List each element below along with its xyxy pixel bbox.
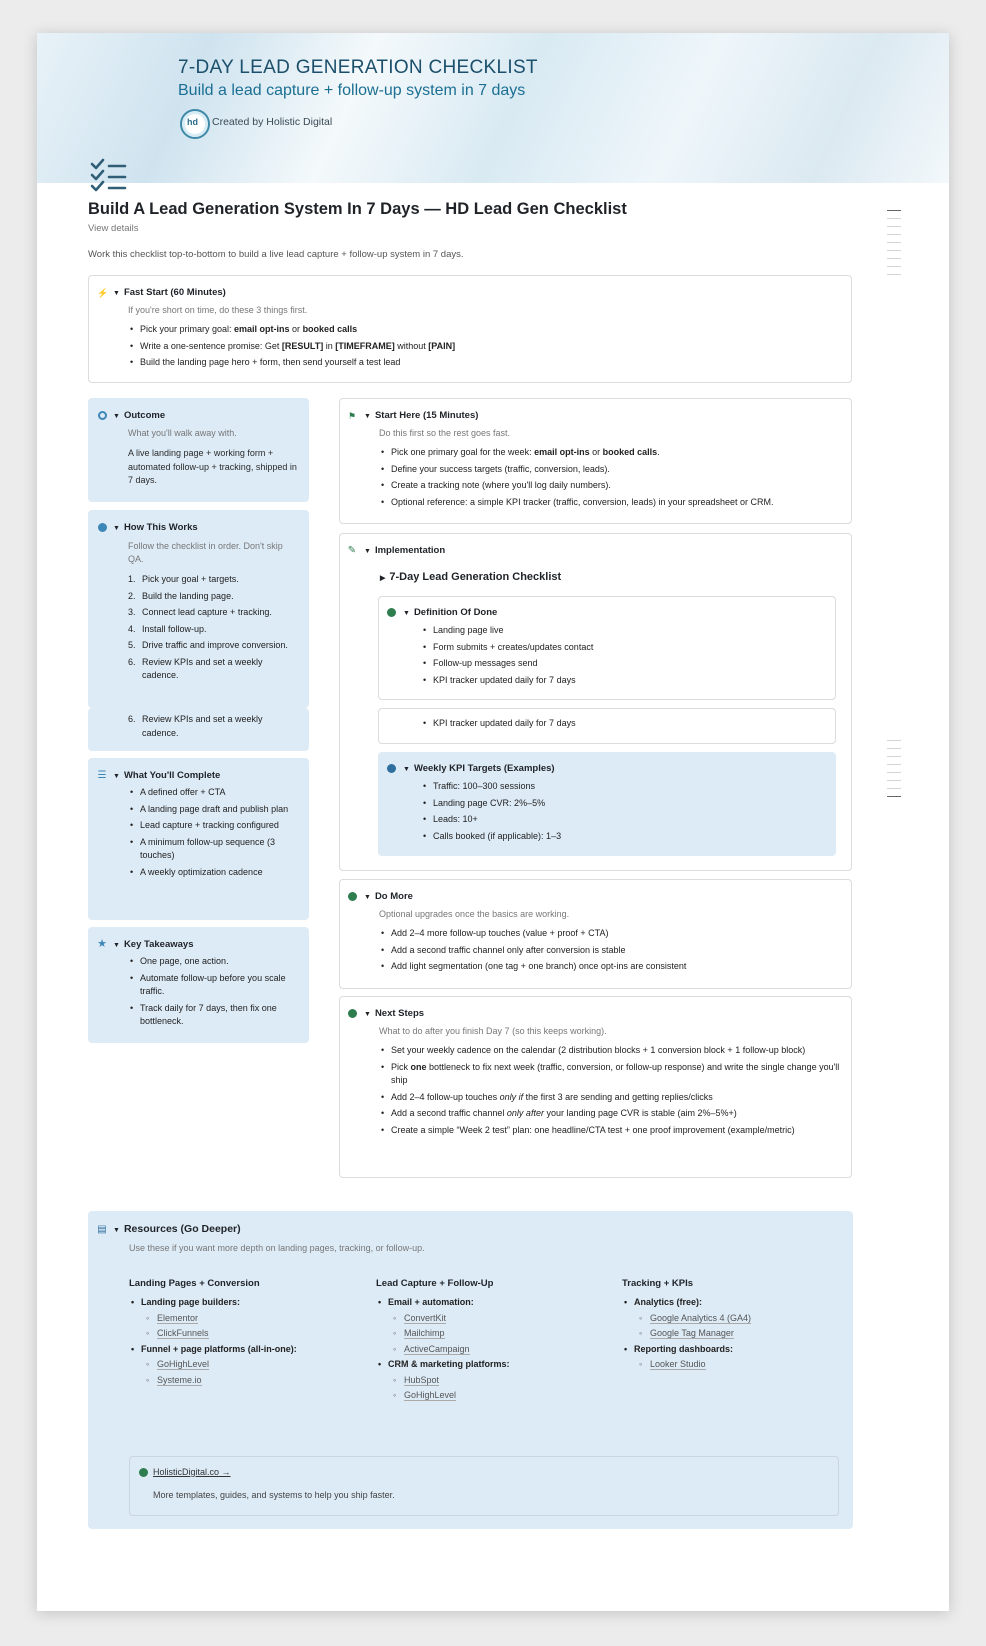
- resource-link[interactable]: ◦ Looker Studio: [622, 1358, 847, 1372]
- page-title: Build A Lead Generation System In 7 Days — HD Lead Gen Checklist: [88, 200, 627, 218]
- list-item: • Add 2–4 follow-up touches only if the first 3 are sending and getting replies/clicks: [379, 1091, 841, 1105]
- what-youll-complete-toggle[interactable]: ▼ What You'll Complete: [113, 770, 221, 781]
- next-steps-list: [379, 1044, 841, 1140]
- list-item: • Landing page CVR: 2%–5%: [421, 797, 821, 811]
- outcome-toggle[interactable]: ▼ Outcome: [113, 410, 166, 421]
- list-item: • KPI tracker updated daily for 7 days: [421, 674, 821, 688]
- fast-start-list: [128, 323, 828, 373]
- list-item: • Define your success targets (traffic, conversion, leads).: [379, 463, 841, 477]
- list-item: • Add a second traffic channel only after your landing page CVR is stable (aim 2%–5%+): [379, 1107, 841, 1121]
- outcome-text: A live landing page + working form + automated follow-up + tracking, shipped in 7 days.: [128, 448, 297, 485]
- start-here-callout: [339, 398, 852, 524]
- arrow-circle-icon: [347, 892, 357, 902]
- list-item: • One page, one action.: [128, 955, 300, 969]
- resources-col-landing: [129, 1296, 359, 1389]
- list-item: • Build the landing page hero + form, then send yourself a test lead: [128, 356, 828, 370]
- list-item: • Leads: 10+: [421, 813, 821, 827]
- definition-of-done-toggle[interactable]: ▼ Definition Of Done: [403, 607, 498, 618]
- cover-created-by: Created by Holistic Digital: [212, 116, 333, 128]
- kpi-list: [421, 780, 821, 846]
- resources-toggle[interactable]: ▼ Resources (Go Deeper): [113, 1223, 241, 1235]
- resources-col-tracking: [622, 1296, 847, 1374]
- do-more-subtitle: Optional upgrades once the basics are working.: [379, 909, 570, 919]
- list-item: • A landing page draft and publish plan: [128, 803, 300, 817]
- list-item: 1. Pick your goal + targets.: [128, 574, 239, 584]
- view-details-link[interactable]: View details: [88, 223, 139, 234]
- resources-callout: [88, 1211, 853, 1529]
- how-steps-list-continued: [128, 713, 300, 743]
- resources-subtitle: Use these if you want more depth on landing pages, tracking, or follow-up.: [129, 1243, 425, 1253]
- do-more-list: [379, 927, 841, 977]
- logo-text: hd: [187, 117, 198, 127]
- resource-link[interactable]: ◦ Systeme.io: [129, 1374, 359, 1388]
- resource-group: • Landing page builders:: [129, 1296, 359, 1310]
- list-item: • A weekly optimization cadence: [128, 866, 300, 880]
- resource-link[interactable]: ◦ ActiveCampaign: [376, 1343, 606, 1357]
- what-youll-complete-callout: [88, 758, 309, 920]
- cover-title: 7-DAY LEAD GENERATION CHECKLIST: [178, 57, 538, 78]
- book-icon: ▤: [97, 1224, 107, 1235]
- outcome-callout: [88, 398, 309, 502]
- intro-text: Work this checklist top-to-bottom to build a live lead capture + follow-up system in 7 days.: [88, 249, 464, 260]
- arrow-circle-icon: [386, 764, 396, 774]
- implementation-toggle[interactable]: ▼ Implementation: [364, 545, 446, 556]
- list-item: 6. Review KPIs and set a weekly cadence.: [128, 656, 263, 680]
- list-item: • Calls booked (if applicable): 1–3: [421, 830, 821, 844]
- dod-list-continued: [421, 717, 821, 734]
- how-steps-list: [128, 573, 300, 686]
- weekly-kpi-toggle[interactable]: ▼ Weekly KPI Targets (Examples): [403, 763, 555, 774]
- resource-link[interactable]: ◦ Google Tag Manager: [622, 1327, 847, 1341]
- dod-list: [421, 624, 821, 690]
- list-item: 4. Install follow-up.: [128, 623, 207, 634]
- how-this-works-continued: [88, 708, 309, 751]
- list-item: • Lead capture + tracking configured: [128, 819, 300, 833]
- next-steps-toggle[interactable]: ▼ Next Steps: [364, 1008, 425, 1019]
- list-item: • Traffic: 100–300 sessions: [421, 780, 821, 794]
- fast-start-toggle[interactable]: ▼ Fast Start (60 Minutes): [113, 287, 226, 298]
- list-item: • Automate follow-up before you scale traffic.: [128, 972, 300, 999]
- definition-of-done-callout: [378, 596, 836, 700]
- outcome-subtitle: What you'll walk away with.: [128, 428, 237, 438]
- takeaways-list: [128, 955, 300, 1032]
- list-item: • Add light segmentation (one tag + one branch) once opt-ins are consistent: [379, 960, 841, 974]
- list-item: • Create a simple “Week 2 test” plan: one headline/CTA test + one proof improvement (example/metric): [379, 1124, 841, 1138]
- resource-group: • Reporting dashboards:: [622, 1343, 847, 1357]
- target-icon: [97, 411, 107, 421]
- key-takeaways-toggle[interactable]: ▼ Key Takeaways: [113, 939, 194, 950]
- holistic-digital-logo: [180, 109, 210, 139]
- list-item: • Pick one primary goal for the week: email opt-ins or booked calls.: [379, 446, 841, 460]
- resources-col-landing-title: Landing Pages + Conversion: [129, 1278, 260, 1289]
- flag-icon: ⚑: [347, 411, 357, 421]
- key-takeaways-callout: [88, 927, 309, 1043]
- next-steps-subtitle: What to do after you finish Day 7 (so this keeps working).: [379, 1026, 607, 1036]
- check-circle-icon: [386, 608, 396, 618]
- list-item: 2. Build the landing page.: [128, 590, 234, 601]
- table-of-contents-rail[interactable]: [887, 210, 901, 282]
- do-more-callout: [339, 879, 852, 989]
- resource-group: • Email + automation:: [376, 1296, 606, 1310]
- definition-of-done-continued: [378, 708, 836, 744]
- list-item: • Pick your primary goal: email opt-ins or booked calls: [128, 323, 828, 337]
- cover-subtitle: Build a lead capture + follow-up system in 7 days: [178, 82, 526, 99]
- next-steps-callout: [339, 996, 852, 1178]
- resource-link[interactable]: ◦ Mailchimp: [376, 1327, 606, 1341]
- list-item: • Pick one bottleneck to fix next week (traffic, conversion, or follow-up response) and write the single change you'll ship: [379, 1061, 841, 1088]
- fast-start-subtitle: If you're short on time, do these 3 things first.: [128, 305, 308, 315]
- resources-col-capture: [376, 1296, 606, 1405]
- list-item: • Set your weekly cadence on the calendar (2 distribution blocks + 1 conversion block + 1 follow-up block): [379, 1044, 841, 1058]
- list-item: • Optional reference: a simple KPI tracker (traffic, conversion, leads) in your spreadsheet or CRM.: [379, 496, 841, 510]
- list-item: • A defined offer + CTA: [128, 786, 300, 800]
- list-item: • Track daily for 7 days, then fix one bottleneck.: [128, 1002, 300, 1029]
- list-item: • A minimum follow-up sequence (3 touches): [128, 836, 300, 863]
- star-icon: ★: [97, 938, 107, 950]
- table-of-contents-rail-lower[interactable]: [887, 740, 901, 804]
- resource-link[interactable]: ◦ ConvertKit: [376, 1312, 606, 1326]
- weekly-kpi-targets-callout: [378, 752, 836, 856]
- resources-col-capture-title: Lead Capture + Follow-Up: [376, 1278, 494, 1289]
- fast-start-callout: [88, 275, 852, 383]
- resource-link[interactable]: ◦ GoHighLevel: [129, 1358, 359, 1372]
- complete-list: [128, 786, 300, 882]
- list-item: • Write a one-sentence promise: Get [RESULT] in [TIMEFRAME] without [PAIN]: [128, 340, 828, 354]
- document-page: [37, 33, 949, 1611]
- list-item: • Form submits + creates/updates contact: [421, 641, 821, 655]
- how-this-works-toggle[interactable]: ▼ How This Works: [113, 522, 198, 533]
- start-here-list: [379, 446, 841, 512]
- resource-link[interactable]: ◦ GoHighLevel: [376, 1389, 606, 1403]
- resource-link[interactable]: ◦ ClickFunnels: [129, 1327, 359, 1341]
- list-item: • Add a second traffic channel only after conversion is stable: [379, 944, 841, 958]
- resources-col-tracking-title: Tracking + KPIs: [622, 1278, 694, 1289]
- resource-link[interactable]: ◦ Elementor: [129, 1312, 359, 1326]
- resource-link[interactable]: ◦ Google Analytics 4 (GA4): [622, 1312, 847, 1326]
- holisticdigital-link[interactable]: HolisticDigital.co →: [153, 1467, 231, 1477]
- list-item: • KPI tracker updated daily for 7 days: [421, 717, 821, 731]
- cover-banner: [37, 33, 949, 183]
- footer-text: More templates, guides, and systems to help you ship faster.: [153, 1490, 395, 1500]
- list-item: 5. Drive traffic and improve conversion.: [128, 640, 288, 650]
- list-item: 6. Review KPIs and set a weekly cadence.: [128, 714, 263, 738]
- checklist-toggle[interactable]: ▶ 7-Day Lead Generation Checklist: [380, 571, 562, 583]
- resource-group: • CRM & marketing platforms:: [376, 1358, 606, 1372]
- lightning-icon: ⚡: [97, 288, 109, 298]
- list-item: • Follow-up messages send: [421, 657, 821, 671]
- holistic-digital-footer-callout: [129, 1456, 839, 1516]
- list-item: 3. Connect lead capture + tracking.: [128, 607, 272, 617]
- start-here-toggle[interactable]: ▼ Start Here (15 Minutes): [364, 410, 479, 421]
- compass-icon: [97, 523, 107, 533]
- how-subtitle: Follow the checklist in order. Don't skip QA.: [128, 541, 283, 564]
- resource-group: • Analytics (free):: [622, 1296, 847, 1310]
- implementation-callout: [339, 533, 852, 871]
- list-item: • Add 2–4 more follow-up touches (value + proof + CTA): [379, 927, 841, 941]
- resource-group: • Funnel + page platforms (all-in-one):: [129, 1343, 359, 1357]
- arrow-circle-icon: [138, 1468, 148, 1478]
- list-item: • Create a tracking note (where you'll log daily numbers).: [379, 479, 841, 493]
- do-more-toggle[interactable]: ▼ Do More: [364, 891, 413, 902]
- wrench-icon: ✎: [347, 545, 357, 556]
- arrow-circle-icon: [347, 1009, 357, 1019]
- list-check-icon: ☰: [97, 770, 107, 781]
- resource-link[interactable]: ◦ HubSpot: [376, 1374, 606, 1388]
- checklist-icon[interactable]: [89, 158, 129, 194]
- start-here-subtitle: Do this first so the rest goes fast.: [379, 428, 511, 438]
- how-this-works-callout: [88, 510, 309, 708]
- list-item: • Landing page live: [421, 624, 821, 638]
